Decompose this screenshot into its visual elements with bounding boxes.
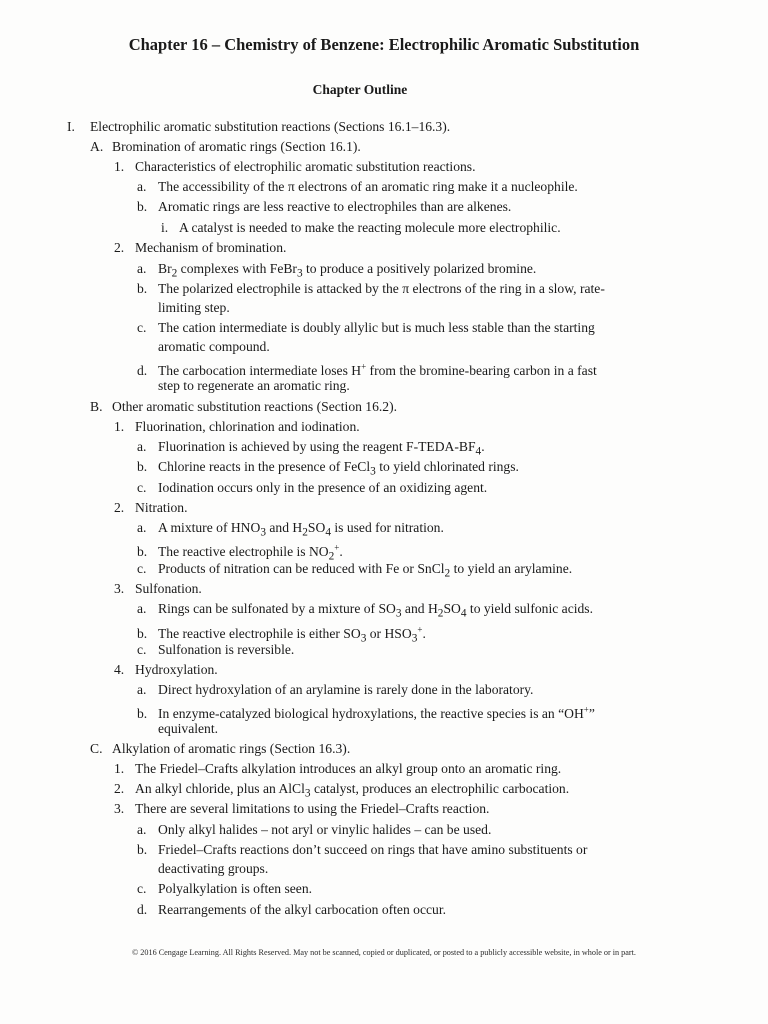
outline-text: The reactive electrophile is $NO_2^+$. <box>158 542 343 563</box>
outline-item-I-C-3 <box>114 799 489 818</box>
outline-number: b. <box>137 281 148 296</box>
outline-number: b. <box>137 625 148 641</box>
outline-item-I-B-4 <box>114 660 218 679</box>
outline-text: Fluorination is achieved by using the reagent $F-TEDA-BF_4$. <box>158 439 485 458</box>
outline-text: Rings can be sulfonated by a mixture of $SO_3$ and $H_2SO_4$ to yield sulfonic acids. <box>158 601 593 620</box>
outline-text: The carbocation intermediate loses H+ from the bromine-bearing carbon in a fast <box>158 361 597 378</box>
outline-number: a. <box>137 261 147 276</box>
outline-text: Sulfonation is reversible. <box>158 642 295 657</box>
outline-item-I-B-2 <box>114 498 187 517</box>
outline-number: 3. <box>114 801 125 816</box>
outline-number: 1. <box>114 159 125 174</box>
outline-item-I-A-2-c <box>137 318 595 337</box>
outline-text: An alkyl chloride, plus an AlCl$_3$ catalyst, produces an electrophilic carbocation. <box>135 781 570 800</box>
outline-text: Mechanism of bromination. <box>135 240 287 255</box>
chapter-outline-heading: Chapter Outline <box>312 82 408 97</box>
outline-item-I-A-2-b <box>137 279 605 298</box>
outline-number: c. <box>137 480 147 495</box>
outline-number: a. <box>137 179 147 194</box>
outline-item-I-B-2-c <box>137 559 572 584</box>
outline-number: a. <box>137 601 147 616</box>
outline-item-I-C-3-b <box>137 840 587 859</box>
chapter-title: Chapter 16 – Chemistry of Benzene: Electrophilic Aromatic Substitution <box>128 35 640 54</box>
outline-number: c. <box>137 320 147 335</box>
outline-number: 1. <box>114 419 125 434</box>
outline-text: Rearrangements of the alkyl carbocation often occur. <box>158 902 446 917</box>
outline-item-I-A-2 <box>114 238 286 257</box>
outline-item-continuation: aromatic compound. <box>158 339 270 354</box>
outline-text: Other aromatic substitution reactions (Section 16.2). <box>112 399 398 414</box>
outline-item-I-C-1 <box>114 759 561 778</box>
outline-number: c. <box>137 642 147 657</box>
outline-number: A. <box>90 139 104 154</box>
outline-item-I-B-4-a <box>137 680 533 699</box>
outline-number: b. <box>137 459 148 474</box>
outline-number: c. <box>137 881 147 896</box>
outline-number: I. <box>67 119 75 134</box>
outline-item-I-C <box>90 739 350 758</box>
outline-text: There are several limitations to using the Friedel–Crafts reaction. <box>135 801 490 816</box>
outline-text: Direct hydroxylation of an arylamine is rarely done in the laboratory. <box>158 682 534 697</box>
outline-text: Products of nitration can be reduced with Fe or SnCl$_2$ to yield an arylamine. <box>158 561 573 580</box>
outline-text: Sulfonation. <box>135 581 202 596</box>
outline-number: d. <box>137 902 148 917</box>
outline-item-I-B <box>90 397 397 416</box>
outline-text: Hydroxylation. <box>135 662 218 677</box>
outline-number: a. <box>137 682 147 697</box>
outline-text: The polarized electrophile is attacked by the π electrons of the ring in a slow, rate- <box>158 281 605 296</box>
outline-item-I-B-1 <box>114 417 360 436</box>
outline-item-continuation: equivalent. <box>158 721 219 736</box>
outline-number: C. <box>90 741 103 756</box>
outline-number: a. <box>137 822 147 837</box>
outline-number: a. <box>137 439 147 454</box>
outline-text: The reactive electrophile is either $SO_3$ or $HSO_3^+$. <box>158 624 426 645</box>
outline-text: Only alkyl halides – not aryl or vinylic halides – can be used. <box>158 822 492 837</box>
outline-number: b. <box>137 705 148 721</box>
outline-text: A mixture of $HNO_3$ and $H_2SO_4$ is used for nitration. <box>158 520 444 539</box>
outline-text: The Friedel–Crafts alkylation introduces an alkyl group onto an aromatic ring. <box>135 761 562 776</box>
outline-text: Characteristics of electrophilic aromatic substitution reactions. <box>135 159 476 174</box>
outline-number: b. <box>137 842 148 857</box>
outline-number: c. <box>137 561 147 576</box>
outline-text: Alkylation of aromatic rings (Section 16.3). <box>112 741 351 756</box>
outline-item-I-C-3-d <box>137 900 446 919</box>
outline-number: i. <box>161 220 169 235</box>
outline-number: 3. <box>114 581 125 596</box>
outline-item-continuation: step to regenerate an aromatic ring. <box>158 378 350 393</box>
outline-item-I-C-3-a <box>137 820 491 839</box>
outline-text: Electrophilic aromatic substitution reactions (Sections 16.1–16.3). <box>90 119 451 134</box>
outline-text: In enzyme-catalyzed biological hydroxylations, the reactive species is an “OH+” <box>158 704 595 721</box>
outline-text: Fluorination, chlorination and iodination. <box>135 419 360 434</box>
outline-item-I <box>67 117 450 136</box>
outline-number: a. <box>137 520 147 535</box>
outline-item-I-A-1-b <box>137 197 511 216</box>
outline-text: Nitration. <box>135 500 188 515</box>
outline-text: The accessibility of the π electrons of an aromatic ring make it a nucleophile. <box>158 179 578 194</box>
outline-text: Aromatic rings are less reactive to electrophiles than are alkenes. <box>158 199 512 214</box>
outline-item-I-A <box>90 137 361 156</box>
outline-item-I-A-1-b-i <box>161 218 561 237</box>
outline-item-I-B-1-c <box>137 478 487 497</box>
outline-item-I-B-3 <box>114 579 202 598</box>
outline-text: A catalyst is needed to make the reacting molecule more electrophilic. <box>179 220 561 235</box>
outline-number: B. <box>90 399 103 414</box>
outline-number: b. <box>137 199 148 214</box>
outline-text: The cation intermediate is doubly allylic but is much less stable than the starting <box>158 320 595 335</box>
outline-number: 2. <box>114 500 125 515</box>
outline-text: Bromination of aromatic rings (Section 16.1). <box>112 139 361 154</box>
outline-item-continuation: limiting step. <box>158 300 230 315</box>
outline-item-I-C-3-c <box>137 879 312 898</box>
copyright-footer: © 2016 Cengage Learning. All Rights Reserved. May not be scanned, copied or duplicated, or posted to a publicly accessible website, in whole or in part. <box>132 948 636 957</box>
outline-text: Polyalkylation is often seen. <box>158 881 313 896</box>
outline-number: 2. <box>114 781 125 796</box>
outline-text: $Br_2$ complexes with FeBr$_3$ to produce a positively polarized bromine. <box>158 261 537 280</box>
outline-item-continuation: deactivating groups. <box>158 861 269 876</box>
outline-text: Iodination occurs only in the presence of an oxidizing agent. <box>158 480 488 495</box>
outline-item-I-A-1-a <box>137 177 578 196</box>
outline-number: d. <box>137 362 148 378</box>
outline-item-I-B-3-c <box>137 640 294 659</box>
outline-number: 1. <box>114 761 125 776</box>
outline-text: Friedel–Crafts reactions don’t succeed on rings that have amino substituents or <box>158 842 588 857</box>
outline-number: 2. <box>114 240 125 255</box>
outline-number: 4. <box>114 662 125 677</box>
outline-text: Chlorine reacts in the presence of FeCl$_3$ to yield chlorinated rings. <box>158 459 519 478</box>
outline-number: b. <box>137 543 148 559</box>
outline-item-I-A-1 <box>114 157 476 176</box>
